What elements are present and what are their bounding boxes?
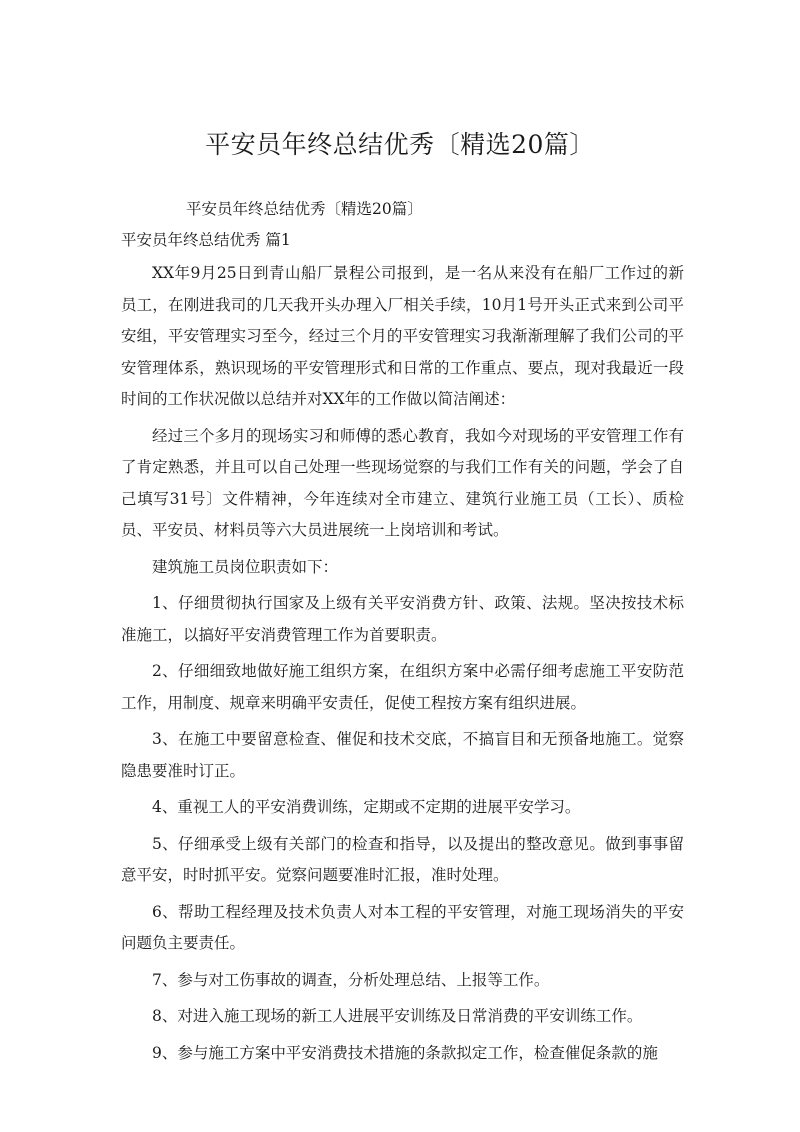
document-body [121, 258, 684, 1074]
paragraph-intro: XX年9月25日到青山船厂景程公司报到，是一名从来没有在船厂工作过的新员工，在刚进我司的几天我开头办理入厂相关手续，10月1号开头正式来到公司平安组，平安管理实习至今，经过三个月的平安管理实习我渐渐理解了我们公司的平安管理体系，熟识现场的平安管理形式和日常的工作重点、要点，现对我最近一段时间的工作状况做以总结并对XX年的工作做以简洁阐述： [121, 264, 684, 408]
duty-item-1: 1、仔细贯彻执行国家及上级有关平安消费方针、政策、法规。坚决按技术标准施工，以搞好平安消费管理工作为首要职责。 [121, 594, 684, 644]
duty-item-2: 2、仔细细致地做好施工组织方案，在组织方案中必需仔细考虑施工平安防范工作，用制度、规章来明确平安责任，促使工程按方案有组织进展。 [121, 662, 684, 712]
duty-item-6: 6、帮助工程经理及技术负责人对本工程的平安管理，对施工现场消失的平安问题负主要责任。 [121, 902, 684, 952]
duty-item-7: 7、参与对工伤事故的调查，分析处理总结、上报等工作。 [152, 970, 550, 989]
duty-item-4: 4、重视工人的平安消费训练，定期或不定期的进展平安学习。 [152, 798, 581, 816]
duty-item-9: 9、参与施工方案中平安消费技术措施的条款拟定工作，检查催促条款的施 [152, 1043, 658, 1062]
section-heading: 平安员年终总结优秀 篇1 [121, 231, 291, 249]
duty-item-8: 8、对进入施工现场的新工人进展平安训练及日常消费的平安训练工作。 [152, 1007, 643, 1025]
duty-item-5: 5、仔细承受上级有关部门的检查和指导，以及提出的整改意见。做到事事留意平安，时时抓平安。觉察问题要准时汇报，准时处理。 [121, 834, 684, 884]
duty-item-3: 3、在施工中要留意检查、催促和技术交底，不搞盲目和无预备地施工。觉察隐患要准时订正。 [121, 730, 684, 780]
document-title: 平安员年终总结优秀〔精选20篇〕 [205, 130, 595, 159]
paragraph-experience: 经过三个多月的现场实习和师傅的悉心教育，我如今对现场的平安管理工作有了肯定熟悉，并且可以自己处理一些现场觉察的与我们工作有关的问题，学会了自己填写31号〕文件精神，今年连续对全市建立、建筑行业施工员（工长）、质检员、平安员、材料员等六大员进展统一上岗培训和考试。 [121, 426, 684, 539]
paragraph-duties-heading: 建筑施工员岗位职责如下： [152, 557, 339, 576]
document-subtitle: 平安员年终总结优秀〔精选20篇〕 [186, 200, 423, 218]
